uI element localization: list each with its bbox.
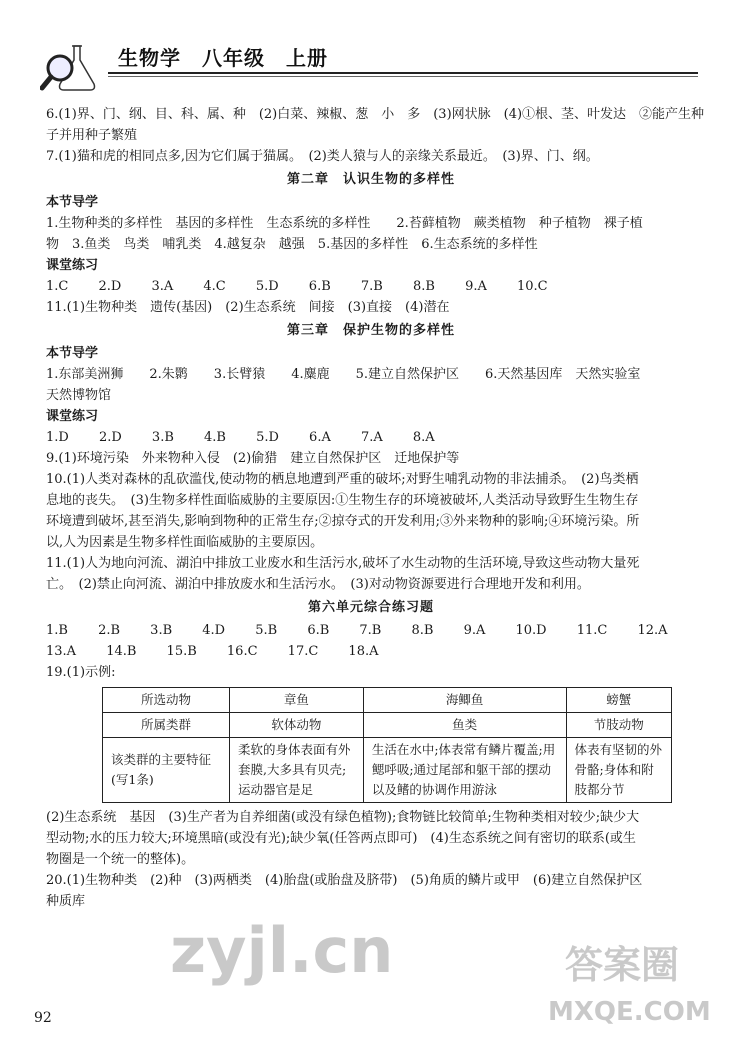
watermark-text: MXQE.COM	[548, 997, 711, 1027]
answer-line: 型动物;水的压力较大;环境黑暗(或没有光);缺少氧(任答两点即可) (4)生态系统之间有密切的联系(或生	[46, 831, 636, 846]
answer-line: 20.(1)生物种类 (2)种 (3)两栖类 (4)胎盘(或胎盘及脐带) (5)角质的鳞片或甲 (6)建立自然保护区	[46, 873, 643, 888]
answer-line: 6.(1)界、门、纲、目、科、属、种 (2)白菜、辣椒、葱 小 多 (3)网状脉 (4)①根、茎、叶发达 ②能产生种	[46, 107, 705, 122]
answer-line: 19.(1)示例:	[46, 665, 116, 680]
table-row	[103, 713, 672, 738]
table-cell: 体表有坚韧的外骨骼;身体和附肢都分节	[566, 738, 671, 803]
answer-line: 种质库	[46, 894, 86, 909]
table-cell: 鱼类	[363, 713, 566, 738]
magnifier-flask-icon	[40, 40, 110, 100]
table-cell: 螃蟹	[566, 688, 671, 713]
answer-line: 物圈是一个统一的整体)。	[46, 852, 195, 867]
watermark-text: zyjl.cn	[170, 914, 394, 987]
answer-line: (2)生态系统 基因 (3)生产者为自养细菌(或没有绿色植物);食物链比较简单;生物种类相对较少;缺少大	[46, 810, 640, 825]
table-cell: 所属类群	[103, 713, 230, 738]
answer-line: 以,人为因素是生物多样性面临威胁的主要原因。	[46, 535, 324, 550]
table-cell: 柔软的身体表面有外套膜,大多具有贝壳;运动器官是足	[230, 738, 364, 803]
answer-line: 子并用种子繁殖	[46, 128, 138, 143]
answer-line: 1.东部美洲狮 2.朱鹮 3.长臂猿 4.麋鹿 5.建立自然保护区 6.天然基因库 天然实验室	[46, 367, 641, 382]
chapter-2-title: 第二章 认识生物的多样性	[286, 172, 455, 187]
table-cell: 海鲫鱼	[363, 688, 566, 713]
answer-line: 1.D 2.D 3.B 4.B 5.D 6.A 7.A 8.A	[46, 430, 435, 445]
answer-line: 天然博物馆	[46, 388, 112, 403]
answer-line: 11.(1)生物种类 遗传(基因) (2)生态系统 间接 (3)直接 (4)潜在	[46, 300, 450, 315]
answer-line: 1.C 2.D 3.A 4.C 5.D 6.B 7.B 8.B 9.A 10.C	[46, 279, 548, 294]
table-row	[103, 738, 672, 803]
answer-line: 9.(1)环境污染 外来物种入侵 (2)偷猎 建立自然保护区 迁地保护等	[46, 451, 460, 466]
table-row	[103, 688, 672, 713]
answer-line: 息地的丧失。 (3)生物多样性面临威胁的主要原因:①生物生存的环境被破坏,人类活动导致野生生物生存	[46, 493, 639, 508]
watermark-text: 答案圈	[565, 943, 680, 987]
section-heading: 课堂练习	[46, 258, 99, 273]
answer-line: 亡。 (2)禁止向河流、湖泊中排放废水和生活污水。 (3)对动物资源要进行合理地开发和利用。	[46, 577, 590, 592]
page-number: 92	[34, 1010, 52, 1026]
answer-line: 1.生物种类的多样性 基因的多样性 生态系统的多样性 2.苔藓植物 蕨类植物 种子植物 裸子植	[46, 216, 643, 231]
header-title: 生物学 八年级 上册	[118, 46, 328, 70]
section-heading: 本节导学	[46, 195, 99, 210]
page-header	[40, 40, 710, 102]
table-cell: 该类群的主要特征(写1条)	[103, 738, 230, 803]
section-heading: 课堂练习	[46, 409, 99, 424]
table-cell: 生活在水中;体表常有鳞片覆盖;用鳃呼吸;通过尾部和躯干部的摆动以及鳍的协调作用游泳	[363, 738, 566, 803]
chapter-3-title: 第三章 保护生物的多样性	[286, 323, 455, 338]
table-cell: 软体动物	[230, 713, 364, 738]
animal-table	[102, 687, 672, 803]
header-rule	[108, 72, 698, 74]
answer-line: 13.A 14.B 15.B 16.C 17.C 18.A	[46, 644, 379, 659]
unit-review-title: 第六单元综合练习题	[307, 600, 434, 615]
section-heading: 本节导学	[46, 346, 99, 361]
answer-line: 10.(1)人类对森林的乱砍滥伐,使动物的栖息地遭到严重的破坏;对野生哺乳动物的非法捕杀。 (2)鸟类栖	[46, 472, 639, 487]
table-cell: 节肢动物	[566, 713, 671, 738]
answer-line: 11.(1)人为地向河流、湖泊中排放工业废水和生活污水,破坏了水生动物的生活环境,导致这些动物大量死	[46, 556, 640, 571]
answer-line: 环境遭到破坏,甚至消失,影响到物种的正常生存;②掠夺式的开发利用;③外来物种的影响;④环境污染。所	[46, 514, 640, 529]
header-rule-thin	[108, 76, 698, 77]
answer-line: 7.(1)猫和虎的相同点多,因为它们属于猫属。 (2)类人猿与人的亲缘关系最近。 (3)界、门、纲。	[46, 149, 599, 164]
table-cell: 所选动物	[103, 688, 230, 713]
answer-content	[46, 104, 705, 912]
table-cell: 章鱼	[230, 688, 364, 713]
answer-line: 1.B 2.B 3.B 4.D 5.B 6.B 7.B 8.B 9.A 10.D 11.C 12.A	[46, 623, 668, 638]
answer-line: 物 3.鱼类 鸟类 哺乳类 4.越复杂 越强 5.基因的多样性 6.生态系统的多样性	[46, 237, 538, 252]
